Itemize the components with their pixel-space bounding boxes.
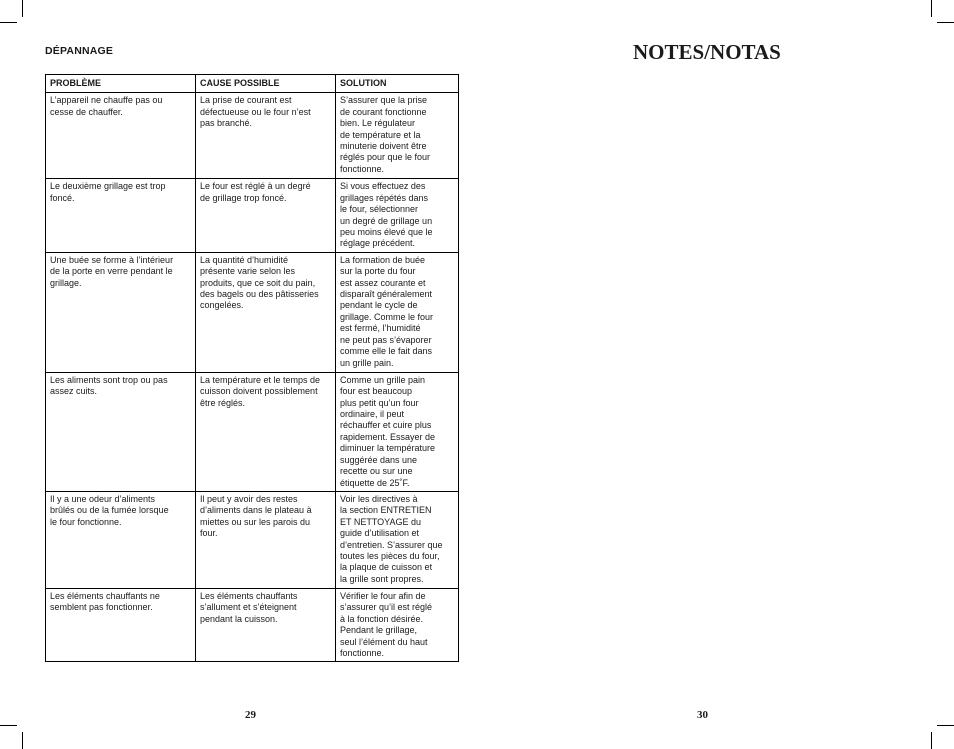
cause-cell: Il peut y avoir des restes d’aliments dans le plateau à miettes ou sur les parois du four. <box>196 491 336 588</box>
problem-cell: Une buée se forme à l’intérieur de la porte en verre pendant le grillage. <box>46 252 196 372</box>
crop-mark <box>0 22 17 23</box>
crop-mark <box>22 0 23 17</box>
crop-mark <box>937 725 954 726</box>
problem-cell: Le deuxième grillage est trop foncé. <box>46 179 196 252</box>
cause-cell: La température et le temps de cuisson doivent possiblement être réglés. <box>196 372 336 491</box>
solution-cell: S’assurer que la prise de courant fonctionne bien. Le régulateur de température et la minuterie doivent être réglés pour que le four fonctionne. <box>336 93 459 179</box>
problem-cell: Les éléments chauffants ne semblent pas fonctionner. <box>46 588 196 661</box>
cause-cell: La quantité d’humidité présente varie selon les produits, que ce soit du pain, des bagels ou des pâtisseries congelées. <box>196 252 336 372</box>
table-row <box>46 491 459 588</box>
table-row <box>46 588 459 661</box>
solution-cell: Comme un grille pain four est beaucoup plus petit qu’un four ordinaire, il peut réchauffer et cuire plus rapidement. Essayer de diminuer la température suggérée dans une recette ou sur une étiquette de 25˚F. <box>336 372 459 491</box>
table-header-row <box>46 75 459 93</box>
crop-mark <box>22 732 23 749</box>
cause-cell: La prise de courant est défectueuse ou le four n’est pas branché. <box>196 93 336 179</box>
table-row <box>46 252 459 372</box>
troubleshooting-table <box>45 74 459 662</box>
header-solution: SOLUTION <box>336 75 459 93</box>
crop-mark <box>931 0 932 17</box>
header-problem: PROBLÈME <box>46 75 196 93</box>
section-title: DÉPANNAGE <box>45 45 114 57</box>
problem-cell: Les aliments sont trop ou pas assez cuits. <box>46 372 196 491</box>
solution-cell: Si vous effectuez des grillages répétés dans le four, sélectionner un degré de grillage un peu moins élevé que le réglage précédent. <box>336 179 459 252</box>
page-number-right: 30 <box>697 709 708 721</box>
header-cause: CAUSE POSSIBLE <box>196 75 336 93</box>
cause-cell: Les éléments chauffants s’allument et s’éteignent pendant la cuisson. <box>196 588 336 661</box>
page-number-left: 29 <box>245 709 256 721</box>
table-row <box>46 93 459 179</box>
table-row <box>46 179 459 252</box>
solution-cell: La formation de buée sur la porte du four est assez courante et disparaît généralement pendant le cycle de grillage. Comme le four est fermé, l’humidité ne peut pas s’évaporer comme elle le fait dans un grille pain. <box>336 252 459 372</box>
problem-cell: Il y a une odeur d’aliments brûlés ou de la fumée lorsque le four fonctionne. <box>46 491 196 588</box>
solution-cell: Voir les directives à la section ENTRETIEN ET NETTOYAGE du guide d’utilisation et d’entretien. S’assurer que toutes les pièces du four, la plaque de cuisson et la grille sont propres. <box>336 491 459 588</box>
problem-cell: L’appareil ne chauffe pas ou cesse de chauffer. <box>46 93 196 179</box>
solution-cell: Vérifier le four afin de s’assurer qu’il est réglé à la fonction désirée. Pendant le grillage, seul l’élément du haut fonctionne. <box>336 588 459 661</box>
table-row <box>46 372 459 491</box>
crop-mark <box>937 22 954 23</box>
crop-mark <box>931 732 932 749</box>
page-title: NOTES/NOTAS <box>633 40 781 64</box>
cause-cell: Le four est réglé à un degré de grillage trop foncé. <box>196 179 336 252</box>
crop-mark <box>0 725 17 726</box>
